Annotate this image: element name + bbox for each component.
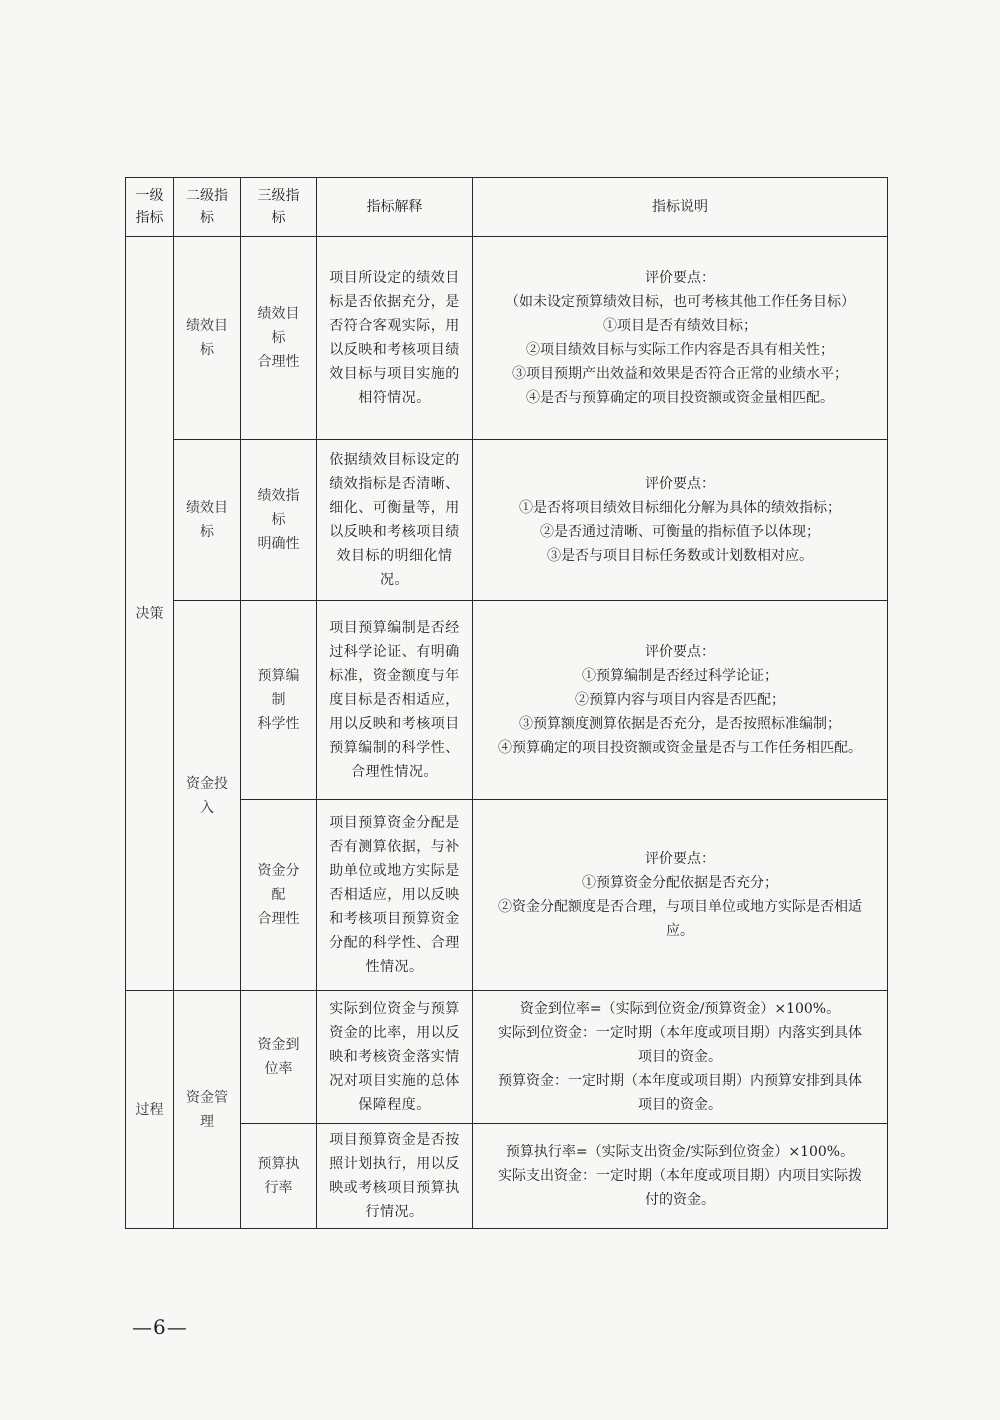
description-cell: 评价要点： ①是否将项目绩效目标细化分解为具体的绩效指标； ②是否通过清晰、可衡量的指标值予以体现； ③是否与项目目标任务数或计划数相对应。 [473,440,888,601]
header-level3: 三级指 标 [241,178,317,237]
table-row [126,237,888,440]
table-row [126,440,888,601]
level2-goal-b: 绩效目 标 [174,440,241,601]
header-level1: 一级 指标 [126,178,174,237]
explanation-cell: 项目预算资金分配是 否有测算依据，与补 助单位或地方实际是 否相适应，用以反映 和考核项目预算资金 分配的科学性、合理 性情况。 [317,800,473,991]
evaluation-indicator-table [125,177,888,1229]
level2-goal-a: 绩效目 标 [174,237,241,440]
explanation-cell: 实际到位资金与预算 资金的比率，用以反 映和考核资金落实情 况对项目实施的总体 保障程度。 [317,991,473,1124]
level3-cell: 绩效目 标 合理性 [241,237,317,440]
explanation-cell: 项目预算资金是否按 照计划执行，用以反 映或考核项目预算执 行情况。 [317,1124,473,1229]
level3-cell: 预算执 行率 [241,1124,317,1229]
page-number: —6— [132,1315,188,1339]
table-row [126,601,888,800]
category-decision: 决策 [126,237,174,991]
level3-cell: 资金分 配 合理性 [241,800,317,991]
table-row [126,800,888,991]
level2-management: 资金管 理 [174,991,241,1229]
level2-funding: 资金投 入 [174,601,241,991]
description-cell: 评价要点： （如未设定预算绩效目标，也可考核其他工作任务目标） ①项目是否有绩效目标； ②项目绩效目标与实际工作内容是否具有相关性； ③项目预期产出效益和效果是否符合正常的业绩水平； ④是否与预算确定的项目投资额或资金量相匹配。 [473,237,888,440]
description-cell: 评价要点： ①预算编制是否经过科学论证； ②预算内容与项目内容是否匹配； ③预算额度测算依据是否充分，是否按照标准编制； ④预算确定的项目投资额或资金量是否与工作任务相匹配。 [473,601,888,800]
description-cell: 预算执行率=（实际支出资金/实际到位资金）×100%。 实际支出资金：一定时期（本年度或项目期）内项目实际拨 付的资金。 [473,1124,888,1229]
explanation-cell: 依据绩效目标设定的 绩效指标是否清晰、 细化、可衡量等，用 以反映和考核项目绩 效目标的明细化情 况。 [317,440,473,601]
description-cell: 评价要点： ①预算资金分配依据是否充分； ②资金分配额度是否合理，与项目单位或地方实际是否相适 应。 [473,800,888,991]
header-explanation: 指标解释 [317,178,473,237]
category-process: 过程 [126,991,174,1229]
header-description: 指标说明 [473,178,888,237]
table-header-row [126,178,888,237]
description-cell: 资金到位率=（实际到位资金/预算资金）×100%。 实际到位资金：一定时期（本年度或项目期）内落实到具体 项目的资金。 预算资金：一定时期（本年度或项目期）内预算安排到具体 项目的资金。 [473,991,888,1124]
header-level2: 二级指 标 [174,178,241,237]
explanation-cell: 项目预算编制是否经 过科学论证、有明确 标准，资金额度与年 度目标是否相适应， 用以反映和考核项目 预算编制的科学性、 合理性情况。 [317,601,473,800]
level3-cell: 绩效指 标 明确性 [241,440,317,601]
explanation-cell: 项目所设定的绩效目 标是否依据充分，是 否符合客观实际，用 以反映和考核项目绩 效目标与项目实施的 相符情况。 [317,237,473,440]
level3-cell: 预算编 制 科学性 [241,601,317,800]
table-row [126,1124,888,1229]
table-row [126,991,888,1124]
level3-cell: 资金到 位率 [241,991,317,1124]
